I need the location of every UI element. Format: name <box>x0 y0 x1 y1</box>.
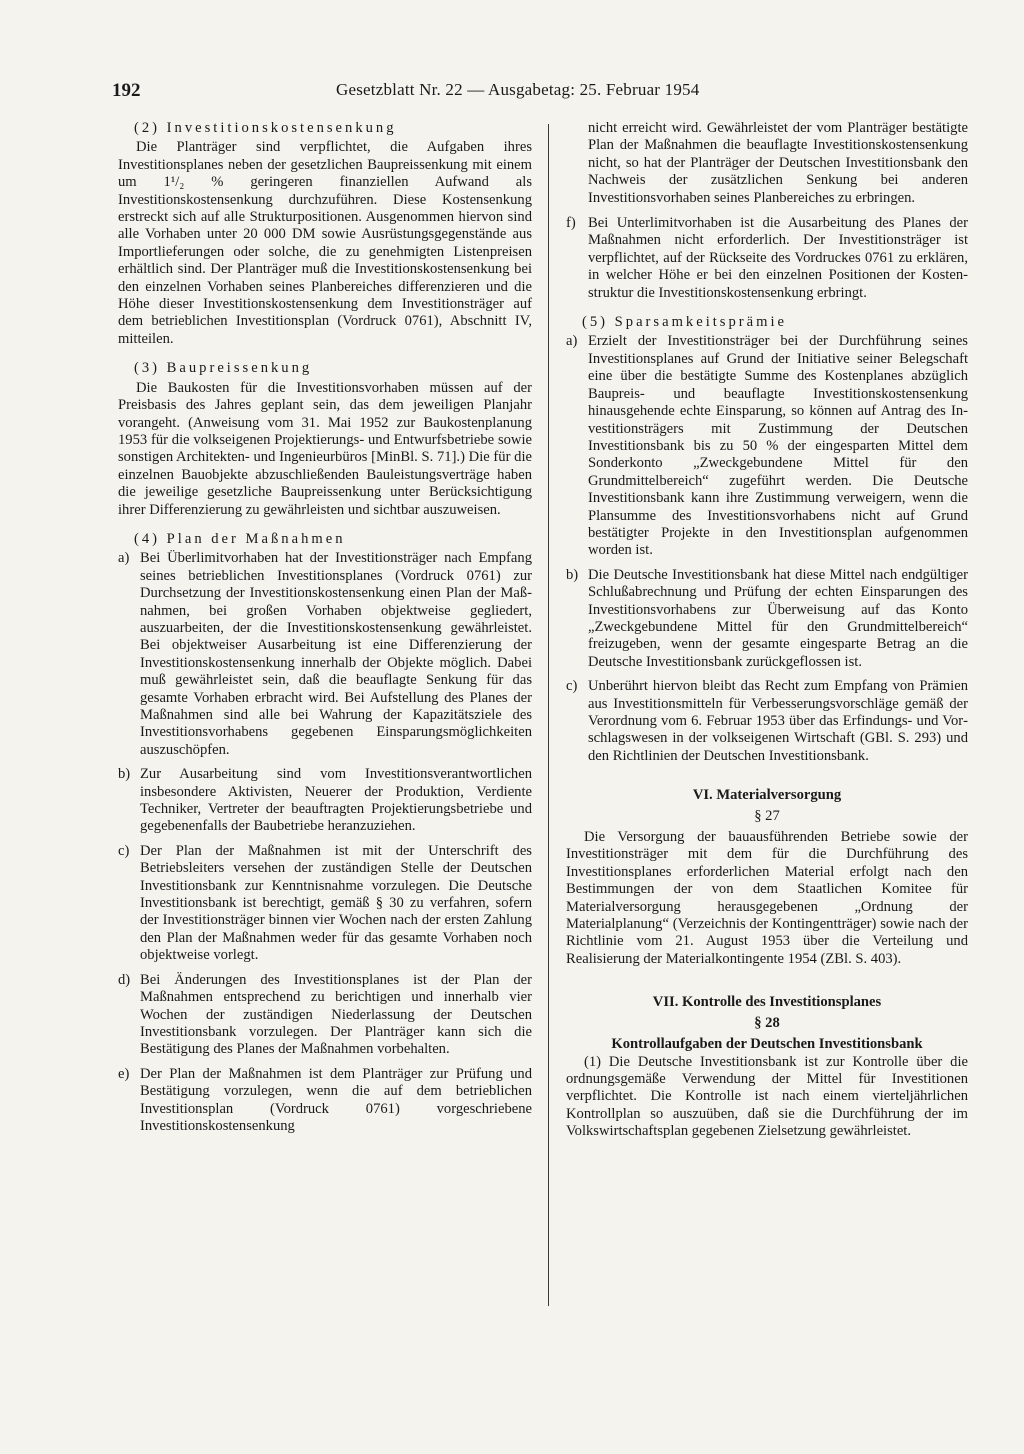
item-label: e) <box>118 1065 130 1082</box>
page-header <box>112 80 762 104</box>
item-text: Bei Unterlimitvorhaben ist die Ausarbeitung des Planes der Maßnahmen nicht erforderlich. Der Investitionsträger ist verpflichtet, auf der Rückseite des Vordruckes 0761 zu erklären, in welcher Höhe er bei den einzelnen Positionen der Kostenstruktur die Investitionskostensenkung erbringt. <box>588 215 968 301</box>
paragraph-27: § 27 <box>754 807 780 824</box>
section-3-text: Die Baukosten für die Investitionsvorhaben müssen auf der Preisbasis des Jahres geplant sein, das dem jeweiligen Planjahr vorangeht. (Anweisung vom 31. Mai 1952 zur Baukostenplanung 1953 für die volkseigenen Projektierungs- und Entwurfsbetriebe sowie sonstigen Architekten- und Ingenieurbüros [MinBl. S. 71].) Die für die einzelnen Bauobjekte abzuschließenden Bauleistungsverträge haben die jeweilige gesetzliche Baupreissenkung unter Berücksichtigung ihrer Differenzierung zu gewährleisten und sichtbar auszuweisen. <box>118 379 532 518</box>
item-label: a) <box>566 333 578 350</box>
item-label: c) <box>118 842 130 859</box>
item-label: d) <box>118 971 131 988</box>
item-text: Erzielt der Investitionsträger bei der Durchführung seines Investitionsplanes auf Grund der Initiative seiner Belegschaft eine über die bestätigte Summe des Kostenplanes abzüglich Baupreis- und beauflagte Investitionskostensenkung hinausgehende echte Einsparung, so können auf Antrag des Investitionsträgers mit Zustimmung der Deutschen Investitionsbank bis zu 50 % der eingesparten Mittel dem Sonderkonto „Zweckgebundene Mittel für den Grundmittelbereich“ zugeführt werden. Die Deutsche Investitionsbank kann ihre Zustimmung verweigern, wenn die Plansumme des Investitionsvorhabens nicht auf Grund bestätigter Projekte in den Investitionsplan aufgenommen worden ist. <box>588 333 968 559</box>
section-2-title: (2) Investitionskostensenkung <box>134 120 397 136</box>
list-item <box>118 766 532 836</box>
materialversorgung-text: Die Versorgung der bauausführenden Betriebe sowie der Investitionsträger mit dem für die Durchführung des Investitionsplanes erforderlichen Material erfolgt nach den Bestimmungen der von dem Staatlichen Komitee für Materialversorgung herausgegebenen „Ordnung der Materialplanung“ (Verzeichnis der Kontingentträger) sowie nach der Richtlinie vom 21. August 1953 über die Verteilung und Realisierung der Materialkontingente 1954 (ZBl. S. 403). <box>566 829 968 967</box>
item-label: b) <box>566 566 579 583</box>
item-text: Die Deutsche Investitionsbank hat diese Mittel nach endgültiger Schlußabrechnung und Prüfung der echten Einsparungen des Investitionsvorhabens zur Überweisung auf das Konto „Zweckgebundene Mittel für den Grundmittelbereich“ freizugeben, wenn der gesamte eingesparte Betrag an die Deutsche Investitionsbank zurückgeflossen ist. <box>588 566 968 670</box>
item-text: Bei Änderungen des Investitionsplanes ist der Plan der Maßnahmen entsprechend zu berichtigen und innerhalb vier Wochen der zuständigen Niederlassung der Deutschen Investitionsbank vorzulegen. Der Planträger kann sich die Bestätigung des Planes der Maßnahmen vorbehalten. <box>140 971 532 1058</box>
item-text: nicht erreicht wird. Gewährleistet der vom Planträger bestätigte Plan der Maßnahmen die beauflagte Investitionskostensenkung nicht, so hat der Planträger der Deutschen Investitionsbank den Nachweis der zusätzlichen Senkung bei anderen Investitionsvorhaben seines Planbereiches zu erbringen. <box>588 120 968 206</box>
page-number: 192 <box>112 80 141 101</box>
list-item <box>566 567 968 671</box>
section-3-title: (3) Baupreissenkung <box>134 360 313 377</box>
item-text: Der Plan der Maßnahmen ist dem Planträger zur Prüfung und Bestätigung vorzulegen, wenn die auf dem betrieblichen Investitionsplan (Vordruck 0761) vorgeschriebene Investitionskostensenkung <box>140 1065 532 1134</box>
item-label: a) <box>118 550 130 567</box>
subheading-kontrollaufgaben: Kontrollaufgaben der Deutschen Investitionsbank <box>611 1036 923 1053</box>
item-text: Bei Überlimitvorhaben hat der Investitionsträger nach Empfang seines betrieblichen Investitionsplanes (Vordruck 0761) zur Durchsetzung der Investitionskostensenkung einen Plan der Maßnahmen, bei großen Vorhaben objektweise gegliedert, auszuarbeiten, der die Investitionskostensenkung gewährleistet. Bei objektweiser Ausarbeitung ist eine Differenzierung der Investitionskostensenkung innerhalb der Objekte möglich. Dabei muß gewährleistet sein, daß die beauflagte Senkung für das gesamte Vorhaben erbracht wird. Bei Aufstellung des Planes der Maßnahmen sind alle bei Wahrung der Kapazitätsziele des Investitionsvorhabens gegebenen Einsparungsmöglichkeiten auszuschöpfen. <box>140 550 532 758</box>
list-item <box>566 215 968 302</box>
item-text: Unberührt hiervon bleibt das Recht zum Empfang von Prämien aus Investitionsmitteln für Verbesserungsvorschläge gemäß der Verordnung vom 6. Februar 1953 über das Erfindungs- und Vorschlagswesen in der volkseigenen Wirtschaft (GBl. S. 293) und den Richtlinien der Deutschen Investitionsbank. <box>588 678 968 764</box>
section-5-title: (5) Sparsamkeitsprämie <box>582 314 788 331</box>
section-4-title: (4) Plan der Maßnahmen <box>134 530 346 547</box>
section-4-items <box>118 550 532 1135</box>
item-text: Zur Ausarbeitung sind vom Investitionsverantwortlichen insbesondere Aktivisten, Neuerer der Produktion, Verdiente Techniker, Vertreter der beauftragten Projektierungsbetriebe und gegebenenfalls der Baubetriebe heranzuziehen. <box>140 766 532 835</box>
section-5-items <box>566 333 968 765</box>
list-item <box>118 1066 532 1136</box>
item-label: c) <box>566 678 578 695</box>
item-label: f) <box>566 215 576 232</box>
heading-materialversorgung: VI. Materialversorgung <box>692 787 842 804</box>
list-item-continuation <box>566 120 968 207</box>
item-text: Der Plan der Maßnahmen ist mit der Unterschrift des Betriebsleiters versehen der zuständigen Stelle der Deutschen Investitionsbank zur Kenntnisnahme vorzulegen. Die Deutsche Investitionsbank ist berechtigt, gemäß § 30 zu verfahren, sofern der Investitionsträger binnen vier Wochen nach der ersten Zahlung den Plan der Maßnahmen weder für das gesamte Vorhaben noch objektweise vorlegt. <box>140 842 532 964</box>
list-item <box>118 550 532 759</box>
list-item <box>118 843 532 965</box>
right-column <box>566 120 968 1141</box>
section-2-text: Die Planträger sind verpflichtet, die Aufgaben ihres Investitionsplanes neben der gesetzlichen Baupreissenkung mit einem um 1¹/₂ % geringeren finanziellen Aufwand als Investitionskostensenkung durchzuführen. Diese Kostensenkung erstreckt sich auf alle Strukturpositionen. Ausgenommen hiervon sind alle Vorhaben unter 20 000 DM sowie Ausrüstungsgegenstände aus Importlieferungen oder solche, die zu genehmigten Listenpreisen erhältlich sind. Der Planträger muß die Investitionskostensenkung bei den einzelnen Vorhaben seines Planbereiches differenzieren und die Höhe dieser Investitionskostensenkung dem Investitionsträger auf dem betrieblichen Investitionsplan (Vordruck 0761), Abschnitt IV, mitteilen. <box>118 139 532 347</box>
list-item <box>118 972 532 1059</box>
running-head: Gesetzblatt Nr. 22 — Ausgabetag: 25. Februar 1954 <box>336 80 700 99</box>
list-item <box>566 333 968 559</box>
heading-kontrolle: VII. Kontrolle des Investitionsplanes <box>652 994 882 1011</box>
list-item <box>566 678 968 765</box>
paragraph-28: § 28 <box>754 1014 780 1031</box>
column-divider <box>548 124 549 1306</box>
kontrolle-text: (1) Die Deutsche Investitionsbank ist zur Kontrolle über die ordnungsgemäße Verwendung der Mittel für Investitionen verpflichtet. Die Kontrolle ist nach einem vierteljährlichen Kontrollplan so auszuüben, daß sie die Durchführung der im Volkswirtschaftsplan gegebenen Zielsetzung gewährleistet. <box>566 1053 968 1140</box>
left-column <box>118 120 532 1135</box>
item-label: b) <box>118 766 131 783</box>
